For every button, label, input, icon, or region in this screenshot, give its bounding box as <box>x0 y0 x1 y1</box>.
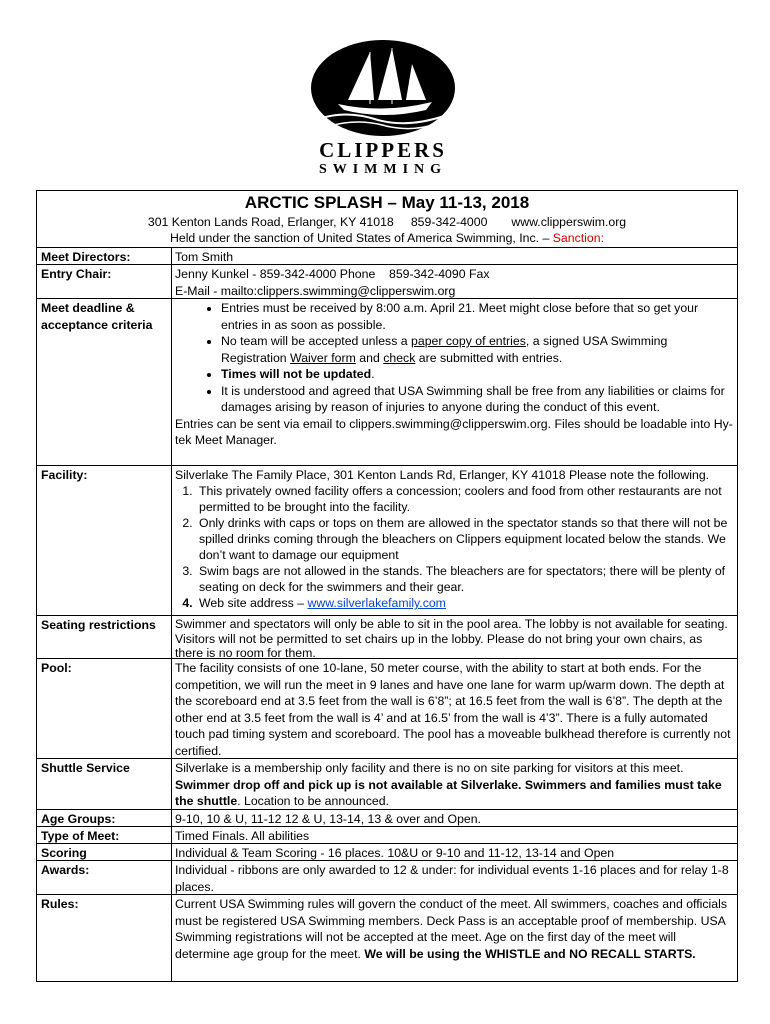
row-type-of-meet <box>37 826 737 843</box>
row-facility <box>37 465 737 615</box>
label-scoring: Scoring <box>41 846 87 860</box>
deadline-bullets <box>175 300 733 416</box>
value-rules <box>171 895 737 982</box>
entry-chair-contact: Jenny Kunkel - 859-342-4000 Phone 859-342-4090 Fax <box>175 267 490 281</box>
entries-email-note: Entries can be sent via email to clippers.swimming@clipperswim.org. Files should be loadable into Hy-tek Meet Manager. <box>175 416 733 447</box>
row-meet-deadline <box>37 298 737 465</box>
value-type-of-meet: Timed Finals. All abilities <box>171 827 737 843</box>
facility-intro: Silverlake The Family Place, 301 Kenton Lands Rd, Erlanger, KY 41018 Please note the following. <box>175 468 710 482</box>
list-item <box>221 333 733 366</box>
value-seating: Swimmer and spectators will only be able to sit in the pool area. The lobby is not available for seating. Visitors will not be permitted to set chairs up in the lobby. Please do not bring your own chairs, as there is no room for them. <box>171 616 737 658</box>
website-link[interactable]: www.silverlakefamily.com <box>307 596 446 610</box>
value-entry-chair <box>171 265 737 298</box>
label-type-of-meet: Type of Meet: <box>41 829 120 843</box>
list-item <box>221 366 733 383</box>
rules-text: Current USA Swimming rules will govern the conduct of the meet. All swimmers, coaches and officials must be registered USA Swimming members. Deck Pass is an acceptable proof of membership. USA Swimming registrations will not be accepted at the meet. Age on the first day of the meet will determine age group for the meet. <box>175 897 727 961</box>
bullet-text: are submitted with entries. <box>415 350 563 365</box>
list-item: 2. Only drinks with caps or tops on them are allowed in the spectator stands so that there will not be spilled drinks coming through the bleachers on Clippers equipment located below the stands. We don’t want to damage our equipment <box>196 515 733 563</box>
label-entry-chair: Entry Chair: <box>41 267 112 281</box>
label-awards: Awards: <box>41 863 90 877</box>
value-meet-directors: Tom Smith <box>171 248 737 264</box>
sanction-label: Sanction: <box>552 231 605 245</box>
row-meet-directors <box>37 247 737 264</box>
value-age-groups: 9-10, 10 & U, 11-12 12 & U, 13-14, 13 & over and Open. <box>171 810 737 826</box>
sanction-text: Held under the sanction of United States of America Swimming, Inc. – <box>169 231 553 245</box>
bullet-text: . <box>371 367 375 381</box>
rules-bold-text: We will be using the WHISTLE and NO RECALL STARTS. <box>364 946 696 961</box>
sailboat-emblem-icon <box>308 38 458 138</box>
bullet-text: , a signed USA Swimming Registration <box>221 334 668 365</box>
value-shuttle <box>171 759 737 809</box>
clippers-logo <box>308 38 458 183</box>
row-entry-chair <box>37 264 737 298</box>
logo-title: CLIPPERS <box>319 138 447 162</box>
waiver-form-link[interactable]: Waiver form <box>290 350 356 365</box>
label-shuttle: Shuttle Service <box>41 761 130 775</box>
row-awards <box>37 860 737 894</box>
check-link[interactable]: check <box>383 350 416 365</box>
label-facility: Facility: <box>41 468 88 482</box>
address-line: 301 Kenton Lands Road, Erlanger, KY 41018 859-342-4000 www.clipperswim.org <box>147 215 627 229</box>
shuttle-text: . Location to be announced. <box>237 794 389 808</box>
bullet-bold-text: Times will not be updated <box>221 367 372 381</box>
bullet-text: No team will be accepted unless a <box>221 334 412 348</box>
meet-info-table <box>36 190 738 982</box>
label-meet-directors: Meet Directors: <box>41 250 131 264</box>
value-meet-deadline <box>171 299 737 465</box>
shuttle-bold-text: Swimmer drop off and pick up is not available at Silverlake. Swimmers and families must take the shuttle <box>175 777 722 808</box>
label-rules: Rules: <box>41 897 79 911</box>
label-seating: Seating restrictions <box>41 618 156 632</box>
row-shuttle <box>37 758 737 809</box>
list-item <box>196 595 733 611</box>
value-scoring: Individual & Team Scoring - 16 places. 10&U or 9-10 and 11-12, 13-14 and Open <box>171 844 737 860</box>
label-meet-deadline: Meet deadline & acceptance criteria <box>41 301 153 332</box>
row-scoring <box>37 843 737 860</box>
sanction-line <box>37 231 737 246</box>
row-seating <box>37 615 737 658</box>
row-rules <box>37 894 737 982</box>
logo-subtitle: SWIMMING <box>318 162 448 177</box>
list-item: • It is understood and agreed that USA Swimming shall be free from any liabilities or claims for damages arising by reason of injuries to anyone during the conduct of this event. <box>221 383 733 416</box>
website-label: Web site address – <box>199 596 308 610</box>
facility-notes <box>175 483 733 611</box>
value-awards: Individual - ribbons are only awarded to 12 & under: for individual events 1-16 places and for relay 1-8 places. <box>171 861 737 894</box>
label-pool: Pool: <box>41 661 72 675</box>
meet-title: ARCTIC SPLASH – May 11-13, 2018 <box>244 193 530 212</box>
value-facility <box>171 466 737 615</box>
shuttle-text: Silverlake is a membership only facility and there is no on site parking for visitors at this meet. <box>175 761 684 775</box>
value-pool: The facility consists of one 10-lane, 50 meter course, with the ability to start at both ends. For the competition, we will run the meet in 9 lanes and have one lane for warm up/warm down. The depth at the scoreboard end at 3.5 feet from the wall is 6’8”; at 16.5 feet from the wall is 6’8”. The depth at the other end at 3.5 feet from the wall is 4’ and at 16.5’ from the wall is 4’3”. There is a fully automated touch pad timing system and scoreboard. The pool has a moveable bulkhead therefore is currently not certified. <box>171 659 737 758</box>
row-pool <box>37 658 737 758</box>
bullet-text: and <box>355 350 384 365</box>
list-item: 1. This privately owned facility offers a concession; coolers and food from other restaurants are not permitted to be brought into the facility. <box>196 483 733 515</box>
list-item: 3. Swim bags are not allowed in the stands. The bleachers are for spectators; there will be plenty of seating on deck for the swimmers and their gear. <box>196 563 733 595</box>
label-age-groups: Age Groups: <box>41 812 116 826</box>
list-item: • Entries must be received by 8:00 a.m. April 21. Meet might close before that so get your entries in as soon as possible. <box>221 300 733 333</box>
paper-copy-link[interactable]: paper copy of entries <box>411 334 526 348</box>
row-age-groups <box>37 809 737 826</box>
entry-chair-email[interactable]: E-Mail - mailto:clippers.swimming@clipperswim.org <box>175 283 456 298</box>
